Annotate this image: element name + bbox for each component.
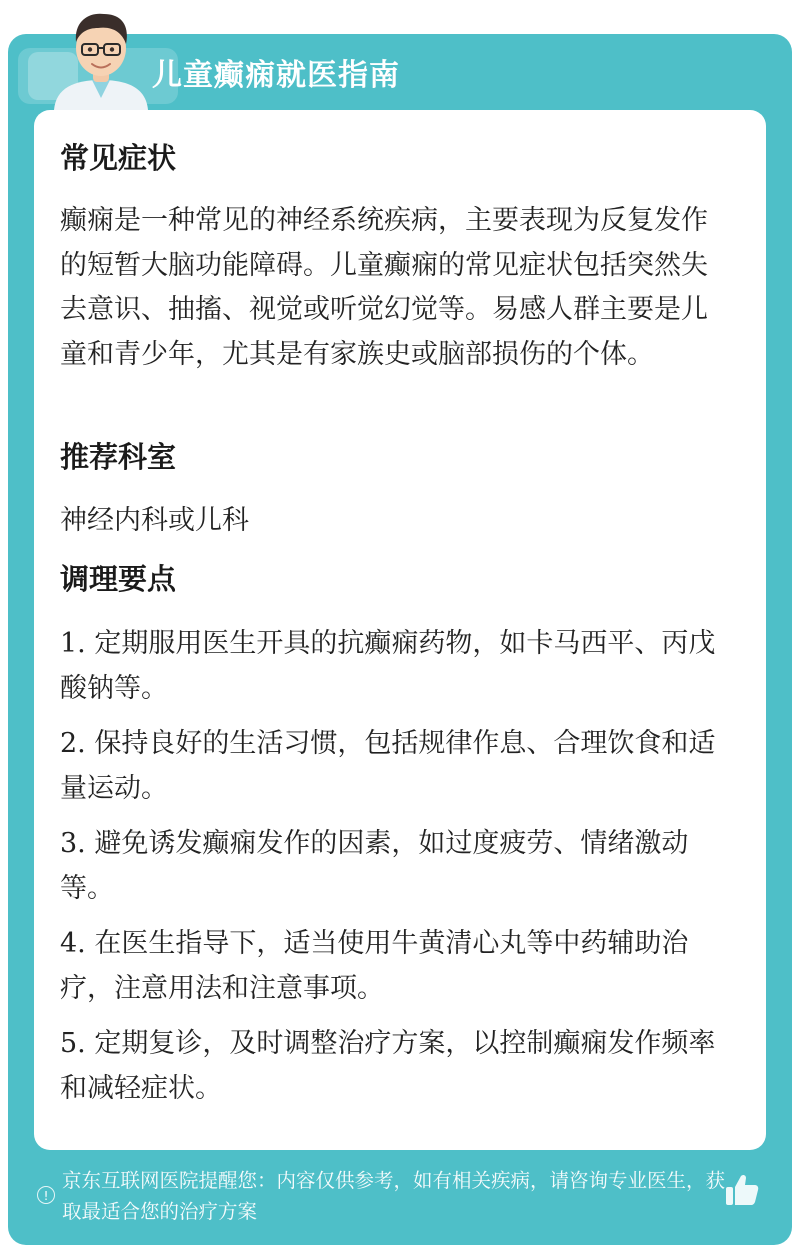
care-item-text: 在医生指导下，适当使用牛黄清心丸等中药辅助治疗，注意用法和注意事项。 xyxy=(60,928,689,1004)
symptoms-heading: 常见症状 xyxy=(60,141,177,175)
care-item xyxy=(60,922,730,1011)
care-item xyxy=(60,622,730,711)
care-list xyxy=(60,622,730,1122)
care-item-text: 定期复诊，及时调整治疗方案，以控制癫痫发作频率和减轻症状。 xyxy=(60,1028,716,1104)
symptoms-text: 癫痫是一种常见的神经系统疾病，主要表现为反复发作的短暂大脑功能障碍。儿童癫痫的常见症状包括突然失去意识、抽搐、视觉或听觉幻觉等。易感人群主要是儿童和青少年，尤其是有家族史或脑部损伤的个体。 xyxy=(60,205,708,370)
care-item-text: 避免诱发癫痫发作的因素，如过度疲劳、情绪激动等。 xyxy=(60,828,689,904)
department-heading: 推荐科室 xyxy=(60,440,177,474)
doctor-avatar-icon xyxy=(46,6,156,110)
care-item xyxy=(60,722,730,811)
care-item xyxy=(60,822,730,911)
care-item-number: 4. xyxy=(60,928,86,959)
care-item-text: 定期服用医生开具的抗癫痫药物，如卡马西平、丙戊酸钠等。 xyxy=(60,628,716,704)
care-item-number: 5. xyxy=(60,1028,86,1059)
care-heading: 调理要点 xyxy=(60,562,177,596)
care-item-number: 3. xyxy=(60,828,86,859)
care-item xyxy=(60,1022,730,1111)
care-item-number: 2. xyxy=(60,728,86,759)
department-text: 神经内科或儿科 xyxy=(60,505,249,536)
info-icon: ! xyxy=(37,1186,55,1204)
care-item-number: 1. xyxy=(60,628,86,659)
thumbs-up-icon[interactable] xyxy=(724,1172,760,1208)
page-title: 儿童癫痫就医指南 xyxy=(152,58,400,93)
disclaimer-text: 京东互联网医院提醒您：内容仅供参考，如有相关疾病，请咨询专业医生，获取最适合您的治疗方案 xyxy=(62,1169,726,1223)
care-item-text: 保持良好的生活习惯，包括规律作息、合理饮食和适量运动。 xyxy=(60,728,716,804)
